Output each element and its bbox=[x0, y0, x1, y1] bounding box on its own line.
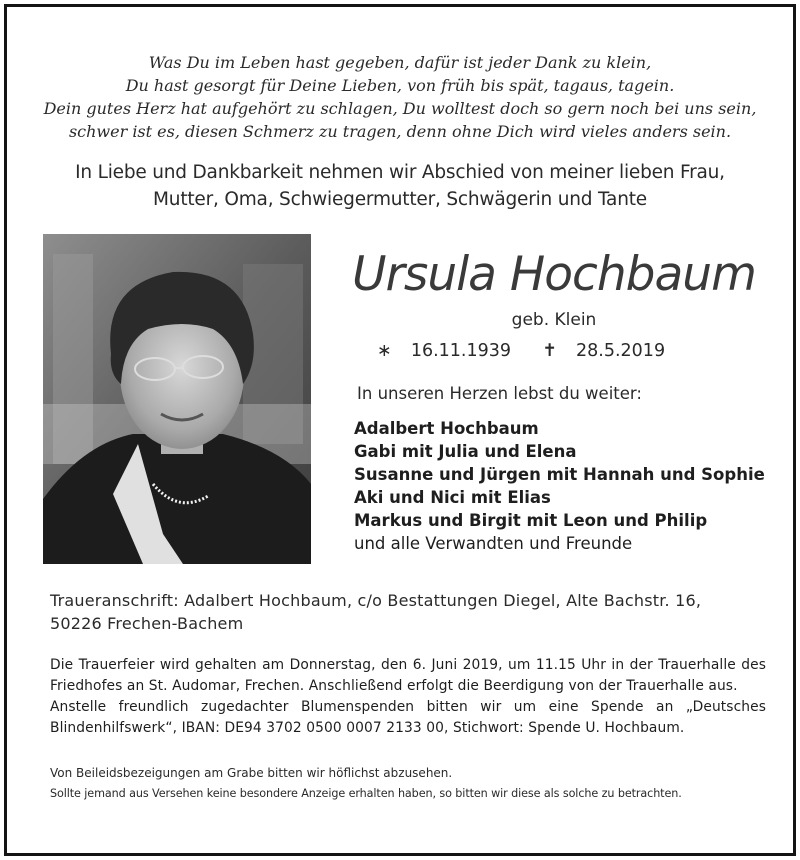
mourner-entry: Aki und Nici mit Elias bbox=[354, 488, 551, 507]
address-line: Traueranschrift: Adalbert Hochbaum, c/o Bestattungen Diegel, Alte Bachstr. 16, bbox=[50, 591, 702, 610]
poem-line: Du hast gesorgt für Deine Lieben, von früh bis spät, tagaus, tagein. bbox=[125, 76, 675, 95]
mourner-entry: Markus und Birgit mit Leon und Philip bbox=[354, 511, 708, 530]
missed-notice-note: Sollte jemand aus Versehen keine besondere Anzeige erhalten haben, so bitten wir diese als solche zu betrachten. bbox=[50, 787, 682, 800]
condolence-note: Von Beileidsbezeigungen am Grabe bitten wir höflichst abzusehen. bbox=[50, 766, 453, 780]
birth-date: 16.11.1939 bbox=[410, 341, 512, 361]
donation-request-text: Anstelle freundlich zugedachter Blumenspenden bitten wir um eine Spende an „Deutsches Blindenhilfswerk“, IBAN: DE94 3702 0500 0007 2133 00, Stichwort: Spende U. Hochbaum. bbox=[50, 699, 766, 736]
mourners-closing: und alle Verwandten und Freunde bbox=[354, 534, 633, 553]
death-date: 28.5.2019 bbox=[576, 341, 666, 361]
birth-star-icon: ∗ bbox=[377, 341, 392, 361]
poem bbox=[7, 51, 793, 143]
mourners-list bbox=[354, 417, 784, 555]
obituary-frame bbox=[4, 4, 796, 856]
death-cross-icon: ✝ bbox=[542, 341, 557, 361]
memorial-motto: In unseren Herzen lebst du weiter: bbox=[357, 384, 642, 403]
mourner-entry: Adalbert Hochbaum bbox=[354, 419, 539, 438]
poem-line: Dein gutes Herz hat aufgehört zu schlagen, Du wolltest doch so gern noch bei uns sein, bbox=[43, 99, 757, 118]
poem-line: Was Du im Leben hast gegeben, dafür ist jeder Dank zu klein, bbox=[148, 53, 652, 72]
ceremony-details bbox=[50, 655, 766, 739]
mourning-address bbox=[50, 589, 770, 635]
funeral-service-text: Die Trauerfeier wird gehalten am Donnerstag, den 6. Juni 2019, um 11.15 Uhr in der Trauerhalle des Friedhofes an St. Audomar, Frechen. Anschließend erfolgt die Beerdigung von der Trauerhalle aus. bbox=[50, 657, 766, 694]
maiden-name: geb. Klein bbox=[511, 310, 597, 330]
life-dates bbox=[377, 340, 777, 362]
farewell-intro bbox=[7, 159, 793, 213]
portrait-image bbox=[43, 234, 311, 564]
mourner-entry: Susanne und Jürgen mit Hannah und Sophie bbox=[354, 465, 765, 484]
poem-line: schwer ist es, diesen Schmerz zu tragen, denn ohne Dich wird vieles anders sein. bbox=[68, 122, 732, 141]
portrait-photo bbox=[43, 234, 311, 564]
intro-line: Mutter, Oma, Schwiegermutter, Schwägerin und Tante bbox=[153, 189, 647, 210]
address-line: 50226 Frechen-Bachem bbox=[50, 614, 244, 633]
deceased-name: Ursula Hochbaum bbox=[352, 247, 756, 302]
mourner-entry: Gabi mit Julia und Elena bbox=[354, 442, 577, 461]
intro-line: In Liebe und Dankbarkeit nehmen wir Abschied von meiner lieben Frau, bbox=[75, 162, 725, 183]
